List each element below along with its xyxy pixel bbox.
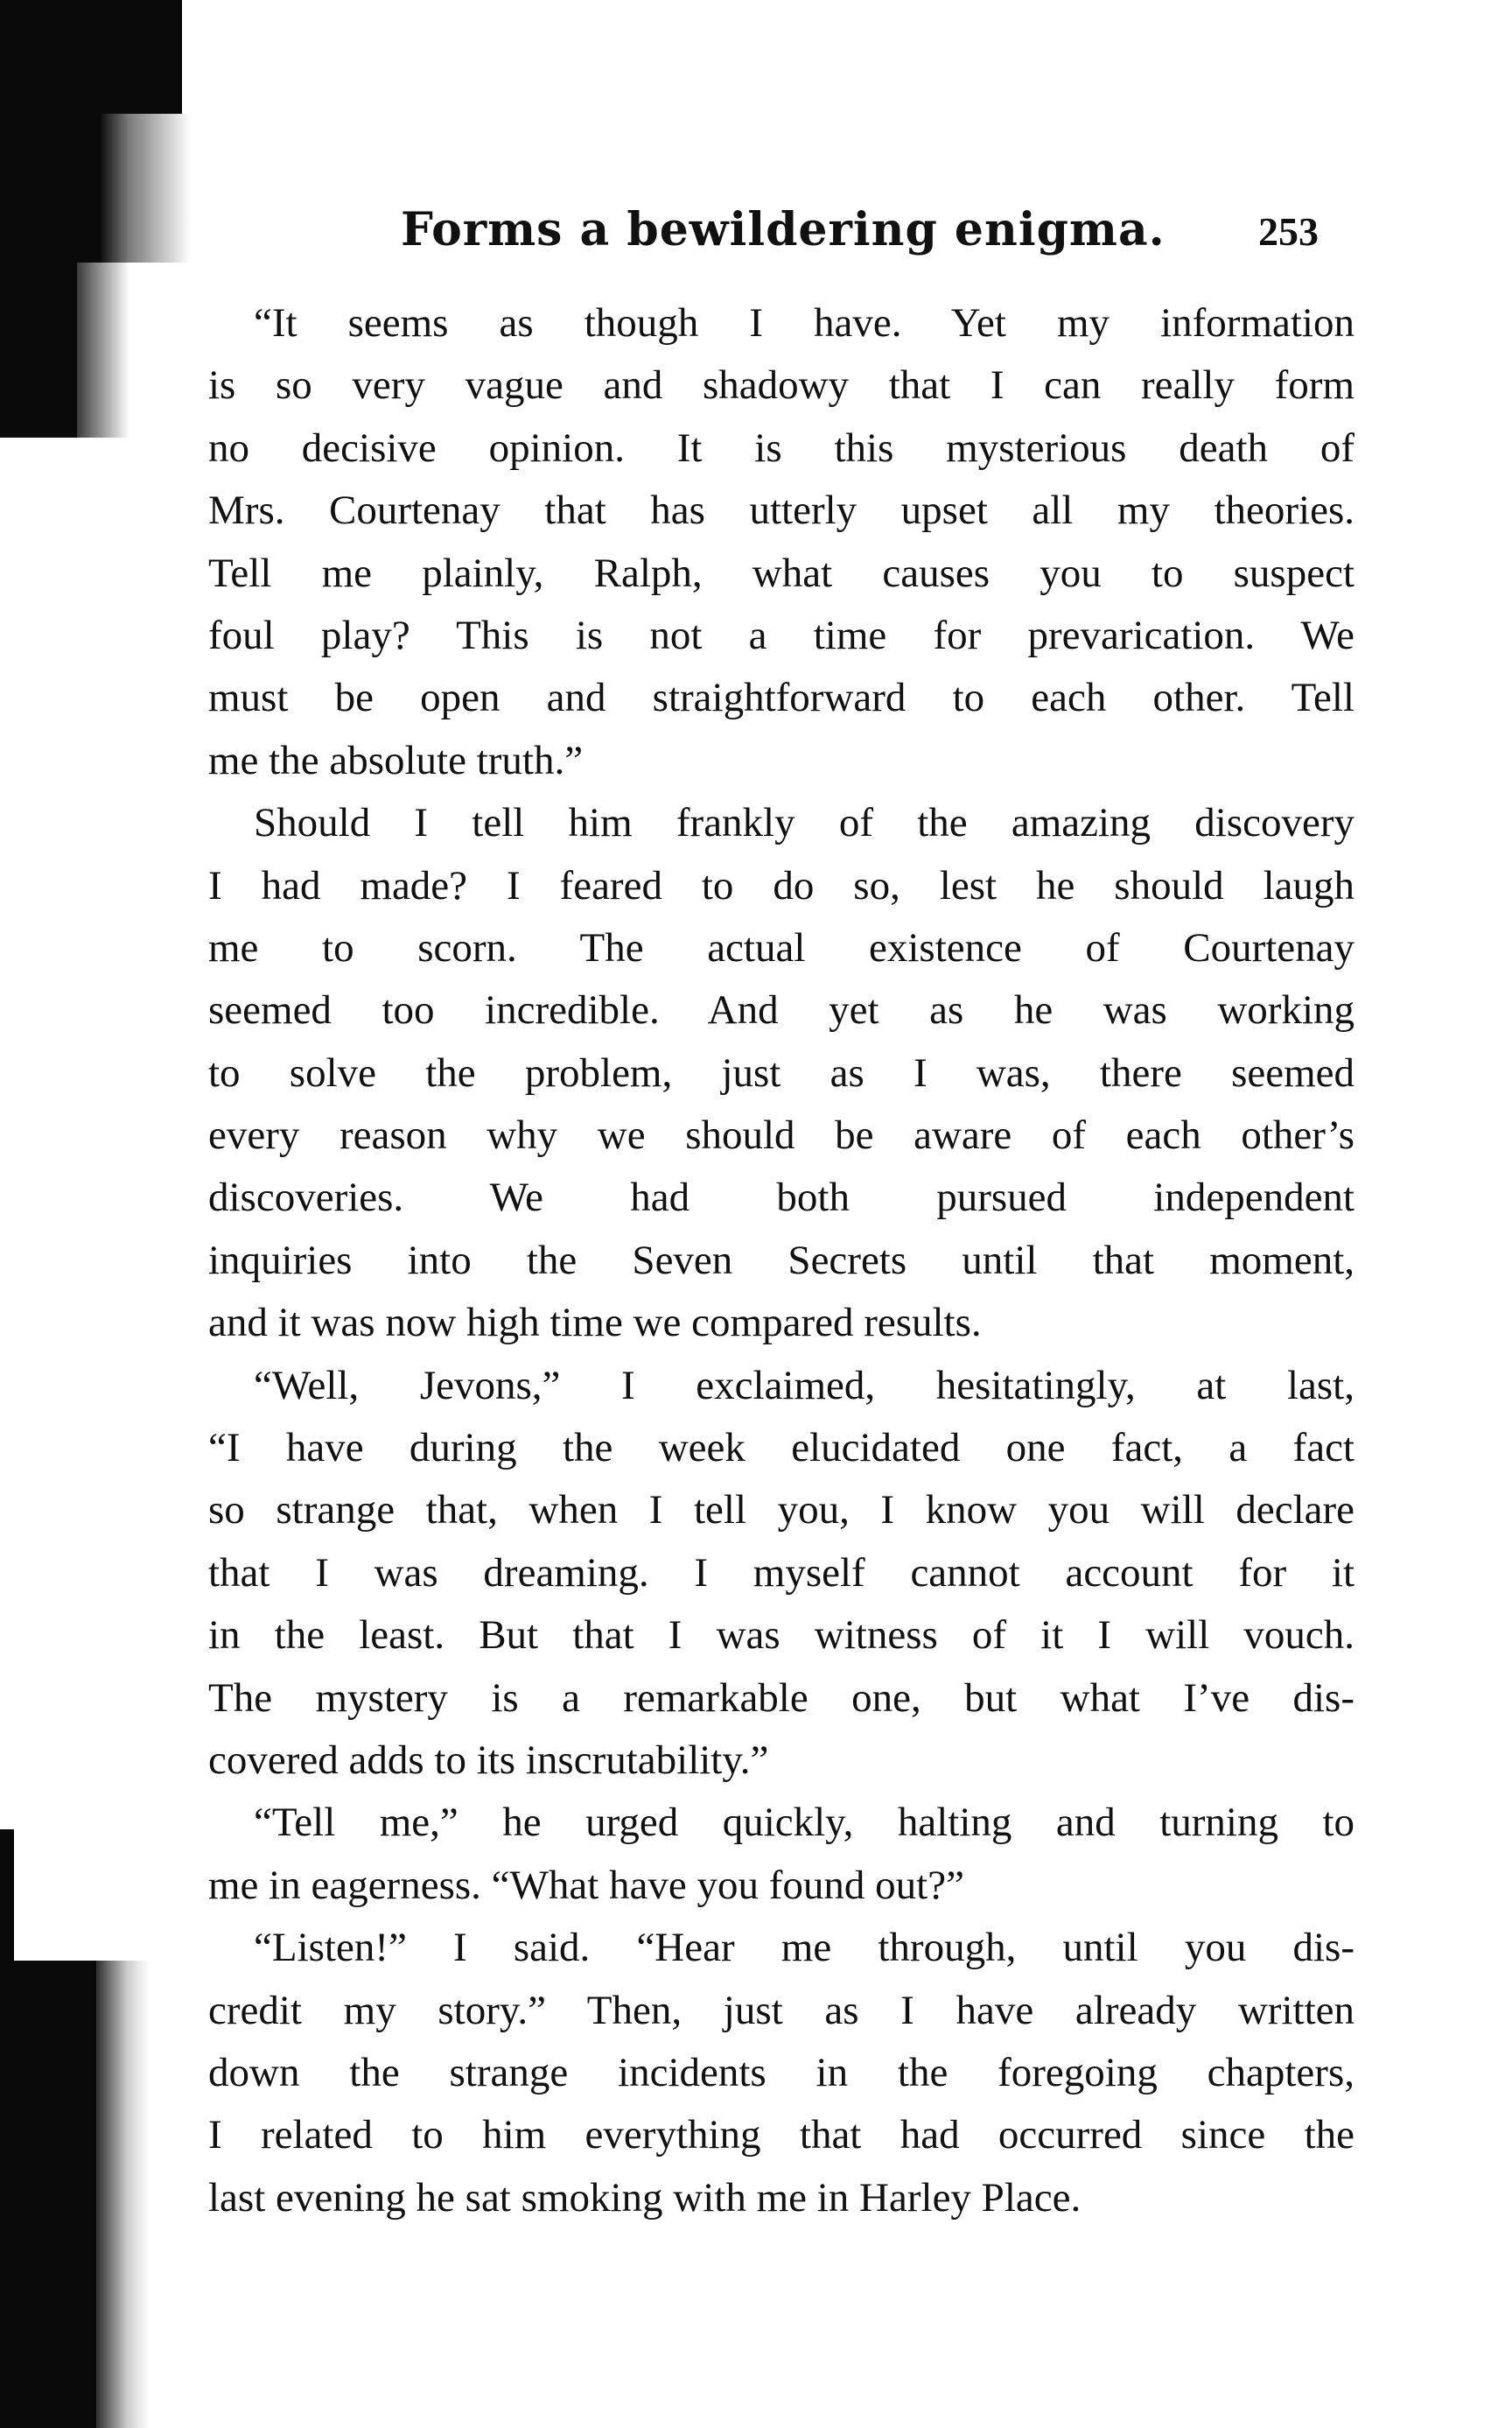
text-line: that I was dreaming. I myself cannot account for it [208,1549,1354,1596]
page-number: 253 [1258,209,1319,254]
text-line: “Well, Jevons,” I exclaimed, hesitatingly, at last, [254,1362,1354,1408]
scan-binding-edge-top-specks [77,263,130,438]
scan-binding-edge-top [0,0,77,438]
text-line: me to scorn. The actual existence of Courtenay [208,924,1354,971]
text-line: Should I tell him frankly of the amazing discovery [254,800,1354,846]
body-text [208,292,1354,2229]
text-line: inquiries into the Seven Secrets until that moment, [208,1237,1354,1283]
text-line: “Tell me,” he urged quickly, halting and turning to [254,1800,1354,1846]
text-line: “I have during the week elucidated one fact, a fact [208,1425,1354,1471]
scan-binding-edge-bottom [0,1961,96,2428]
text-line: must be open and straightforward to each other. Tell [208,675,1354,721]
text-line: me the absolute truth.” [208,737,584,783]
scan-binding-edge-top-shadow [77,114,191,263]
text-line: every reason why we should be aware of each other’s [208,1112,1354,1159]
text-line: no decisive opinion. It is this mysterious death of [208,425,1354,471]
text-line: to solve the problem, just as I was, there seemed [208,1049,1354,1096]
text-line: The mystery is a remarkable one, but what I’ve dis- [208,1674,1354,1721]
text-line: so strange that, when I tell you, I know you will declare [208,1487,1354,1533]
text-line: Tell me plainly, Ralph, what causes you to suspect [208,550,1354,596]
text-line: down the strange incidents in the foregoing chapters, [208,2049,1354,2095]
text-line: and it was now high time we compared results. [208,1300,982,1346]
scan-binding-edge-stub [0,1829,14,1961]
scan-binding-edge-bottom-shadow [96,1961,149,2428]
text-line: I had made? I feared to do so, lest he should laugh [208,862,1354,909]
text-line: discoveries. We had both pursued independent [208,1175,1354,1221]
running-title: Forms a bewildering enigma. [401,203,1166,256]
text-line: covered adds to its inscrutability.” [208,1737,769,1783]
text-line: Mrs. Courtenay that has utterly upset all my theories. [208,488,1354,534]
text-line: last evening he sat smoking with me in Harley Place. [208,2174,1082,2221]
text-line: I related to him everything that had occurred since the [208,2112,1354,2158]
text-line: credit my story.” Then, just as I have already written [208,1987,1354,2033]
text-line: seemed too incredible. And yet as he was working [208,987,1354,1034]
text-line: is so very vague and shadowy that I can really form [208,362,1354,409]
text-line: “Listen!” I said. “Hear me through, until you dis- [254,1925,1354,1971]
running-header [401,203,1346,264]
text-line: in the least. But that I was witness of it I will vouch. [208,1612,1354,1659]
text-line: foul play? This is not a time for prevarication. We [208,612,1354,658]
text-line: me in eagerness. “What have you found out?” [208,1862,964,1908]
scan-binding-edge-top-notch [77,0,182,114]
text-line: “It seems as though I have. Yet my information [254,300,1354,346]
